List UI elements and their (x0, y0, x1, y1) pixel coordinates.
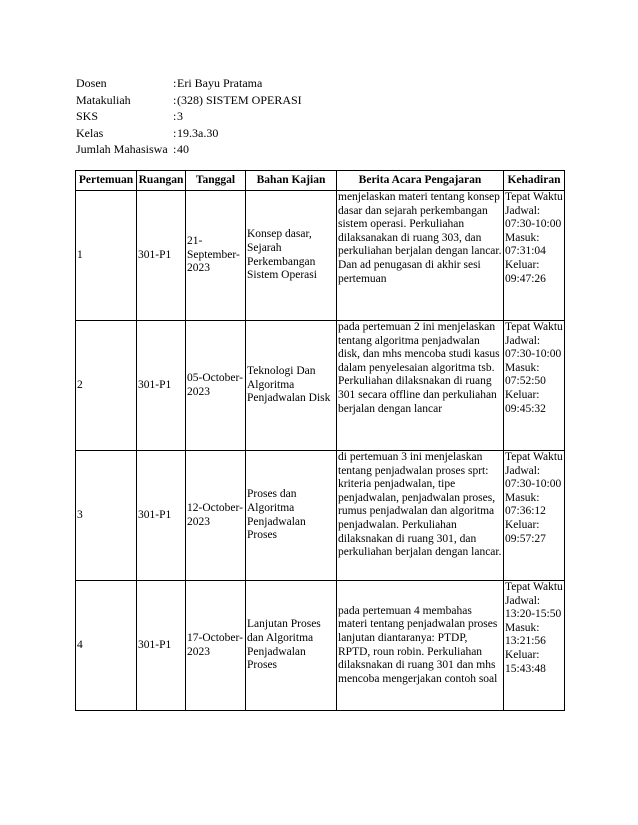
cell-ruangan: 301-P1 (137, 451, 186, 581)
kelas-value: 19.3a.30 (177, 125, 219, 140)
cell-kehadiran: Tepat Waktu Jadwal: 13:20-15:50 Masuk: 13:21:56 Keluar: 15:43:48 (504, 581, 565, 711)
attendance-table (75, 170, 565, 711)
matakuliah-value: (328) SISTEM OPERASI (177, 92, 302, 107)
sks-value: 3 (177, 109, 183, 123)
dosen-value: Eri Bayu Pratama (177, 76, 263, 90)
cell-pertemuan: 2 (76, 321, 137, 451)
cell-ruangan: 301-P1 (137, 581, 186, 711)
separator: : (173, 92, 177, 107)
cell-berita-acara: pada pertemuan 4 membahas materi tentang penjadwalan proses lanjutan diantaranya: PTDP, RPTD, roun robin. Perkuliahan dilaksnakan di ruang 301 dan mhs mencoba mengerjakan contoh soal (337, 581, 504, 711)
sks-row (76, 108, 302, 125)
cell-berita-acara: pada pertemuan 2 ini menjelaskan tentang algoritma penjadwalan disk, dan mhs mencoba studi kasus dalam penyelesaian algoritma tsb. Perkuliahan dilaksnakan di ruang 301 secara offline dan perkuliahan berjalan dengan lancar (337, 321, 504, 451)
cell-pertemuan: 3 (76, 451, 137, 581)
cell-tanggal: 21-September-2023 (186, 191, 246, 321)
cell-bahan-kajian: Proses dan Algoritma Penjadwalan Proses (246, 451, 337, 581)
cell-bahan-kajian: Konsep dasar, Sejarah Perkembangan Sistem Operasi (246, 191, 337, 321)
jumlah-label: Jumlah Mahasiswa (76, 142, 168, 156)
kelas-label: Kelas (76, 125, 104, 140)
table-row (76, 321, 565, 451)
dosen-row (76, 75, 302, 92)
cell-tanggal: 05-October-2023 (186, 321, 246, 451)
cell-berita-acara: menjelaskan materi tentang konsep dasar dan sejarah perkembangan sistem operasi. Perkuliahan dilaksanakan di ruang 303, dan perkuliahan berjalan dengan lancar. Dan ad penugasan di akhir sesi pertemuan (337, 191, 504, 321)
cell-kehadiran: Tepat Waktu Jadwal: 07:30-10:00 Masuk: 07:31:04 Keluar: 09:47:26 (504, 191, 565, 321)
dosen-label: Dosen (76, 76, 107, 90)
cell-kehadiran: Tepat Waktu Jadwal: 07:30-10:00 Masuk: 07:52:50 Keluar: 09:45:32 (504, 321, 565, 451)
separator: : (173, 76, 177, 90)
cell-bahan-kajian: Teknologi Dan Algoritma Penjadwalan Disk (246, 321, 337, 451)
cell-tanggal: 17-October-2023 (186, 581, 246, 711)
cell-ruangan: 301-P1 (137, 321, 186, 451)
cell-pertemuan: 4 (76, 581, 137, 711)
kelas-row (76, 125, 302, 142)
table-row (76, 451, 565, 581)
course-info (76, 75, 302, 158)
separator: : (173, 142, 177, 156)
separator: : (173, 109, 177, 123)
jumlah-value: 40 (177, 142, 189, 156)
header-pertemuan: Pertemuan (76, 171, 137, 191)
header-berita-acara: Berita Acara Pengajaran (337, 171, 504, 191)
separator: : (173, 125, 177, 140)
cell-tanggal: 12-October-2023 (186, 451, 246, 581)
cell-ruangan: 301-P1 (137, 191, 186, 321)
cell-kehadiran: Tepat Waktu Jadwal: 07:30-10:00 Masuk: 07:36:12 Keluar: 09:57:27 (504, 451, 565, 581)
cell-bahan-kajian: Lanjutan Proses dan Algoritma Penjadwalan Proses (246, 581, 337, 711)
jumlah-row (76, 141, 302, 158)
header-kehadiran: Kehadiran (504, 171, 565, 191)
matakuliah-label: Matakuliah (76, 92, 131, 107)
cell-berita-acara: di pertemuan 3 ini menjelaskan tentang penjadwalan proses sprt: kriteria penjadwalan, tipe penjadwalan, penjadwalan proses, rumus penjadwalan dan algoritma penjadwalan. Perkuliahan dilaksnakan di ruang 301, dan perkuliahan berjalan dengan lancar. (337, 451, 504, 581)
table-header-row (76, 171, 565, 191)
header-tanggal: Tanggal (186, 171, 246, 191)
table-row (76, 191, 565, 321)
header-bahan-kajian: Bahan Kajian (246, 171, 337, 191)
matakuliah-row (76, 92, 302, 109)
cell-pertemuan: 1 (76, 191, 137, 321)
sks-label: SKS (76, 109, 99, 123)
header-ruangan: Ruangan (137, 171, 186, 191)
table-row (76, 581, 565, 711)
